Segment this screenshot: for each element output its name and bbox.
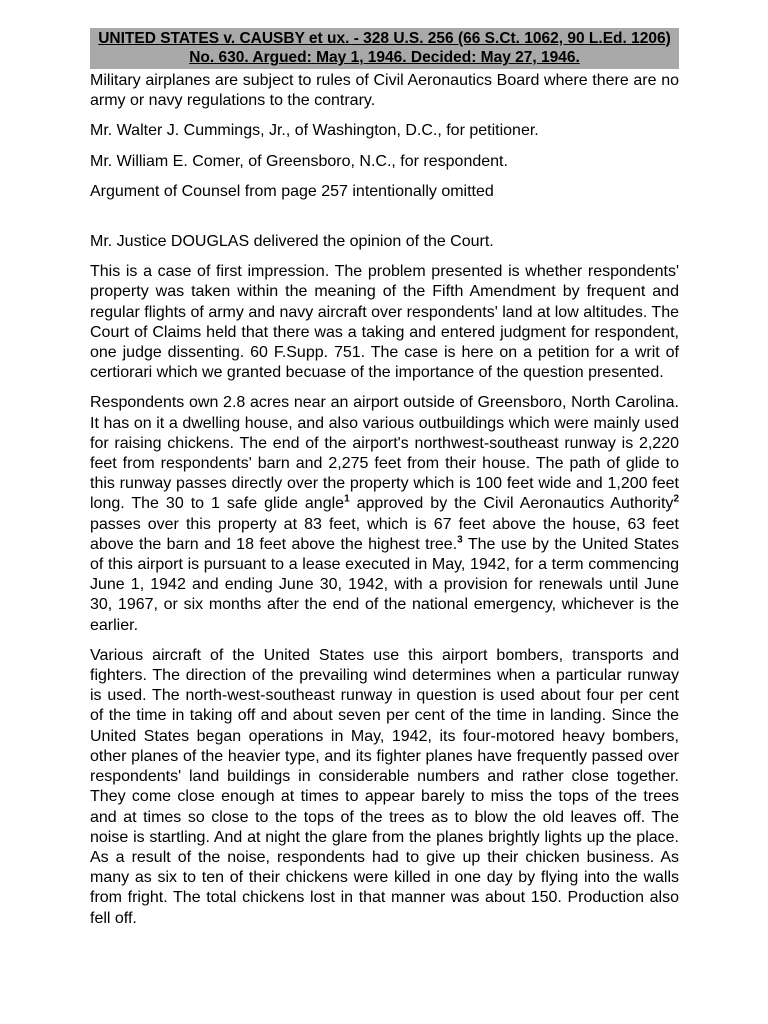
- counsel-respondent: Mr. William E. Comer, of Greensboro, N.C., for respondent.: [90, 152, 508, 170]
- case-title: UNITED STATES v. CAUSBY et ux. - 328 U.S. 256 (66 S.Ct. 1062, 90 L.Ed. 1206) No. 630. Argued: May 1, 1946. Decided: May 27, 1946.: [90, 28, 679, 69]
- footnote-ref-2[interactable]: 2: [673, 494, 679, 506]
- paragraph-2-text-b: approved by the Civil Aeronautics Authority: [349, 495, 674, 513]
- opinion-paragraph-2: [90, 393, 679, 635]
- document-page: [90, 28, 679, 929]
- paragraph-2-text-c: passes over this property at 83 feet, which is 67 feet above the house, 63 feet above the barn and 18 feet above the highest tree.: [90, 515, 679, 553]
- opinion-paragraph-1: This is a case of first impression. The problem presented is whether respondents' property was taken within the meaning of the Fifth Amendment by frequent and regular flights of army and navy aircraft over respondents' land at low altitudes. The Court of Claims held that there was a taking and entered judgment for respondent, one judge dissenting. 60 F.Supp. 751. The case is here on a petition for a writ of certiorari which we granted becuase of the importance of the question presented.: [90, 263, 679, 382]
- opinion-paragraph-3: Various aircraft of the United States use this airport bombers, transports and fighters. The direction of the prevailing wind determines when a particular runway is used. The north-west-southeast runway in question is used about four per cent of the time in taking off and about seven per cent of the time in landing. Since the United States began operations in May, 1942, its four-motored heavy bombers, other planes of the heavier type, and its fighter planes have frequently passed over respondents' land buildings in considerable numbers and rather close together. They come close enough at times to appear barely to miss the tops of the trees and at times so close to the tops of the trees as to blow the old leaves off. The noise is startling. And at night the glare from the planes brightly lights up the place. As a result of the noise, respondents had to give up their chicken business. As many as six to ten of their chickens were killed in one day by flying into the walls from fright. The total chickens lost in that manner was about 150. Production also fell off.: [90, 646, 679, 927]
- counsel-petitioner: Mr. Walter J. Cummings, Jr., of Washington, D.C., for petitioner.: [90, 122, 539, 140]
- syllabus-paragraph: Military airplanes are subject to rules of Civil Aeronautics Board where there are no army or navy regulations to the contrary.: [90, 72, 679, 110]
- paragraph-2-text-a: Respondents own 2.8 acres near an airport outside of Greensboro, North Carolina. It has on it a dwelling house, and also various outbuildings which were mainly used for raising chickens. The end of the airport's northwest-southeast runway is 2,220 feet from respondents' barn and 2,275 feet from their house. The path of glide to this runway passes directly over the property which is 100 feet wide and 1,200 feet long. The 30 to 1 safe glide angle: [90, 394, 679, 513]
- argument-omitted-note: Argument of Counsel from page 257 intentionally omitted: [90, 182, 494, 200]
- paragraph-2-text-d: The use by the United States of this airport is pursuant to a lease executed in May, 1942, for a term commencing June 1, 1942 and ending June 30, 1942, with a provision for renewals until June 30, 1967, or six months after the end of the national emergency, whichever is the earlier.: [90, 535, 679, 634]
- opinion-intro: Mr. Justice DOUGLAS delivered the opinion of the Court.: [90, 233, 494, 251]
- footnote-ref-1[interactable]: 1: [344, 494, 350, 506]
- footnote-ref-3[interactable]: 3: [457, 534, 463, 546]
